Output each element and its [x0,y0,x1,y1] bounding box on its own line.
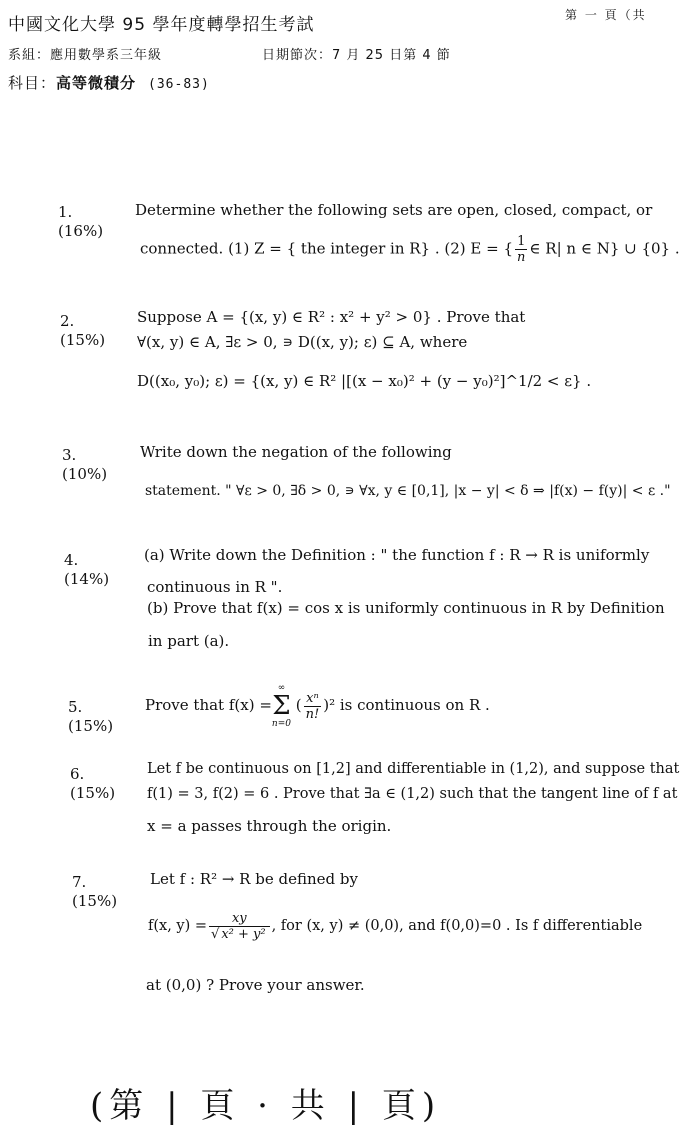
question-text-line: at (0,0) ? Prove your answer. [146,976,365,994]
question-text-fragment: , for (x, y) ≠ (0,0), and f(0,0)=0 . Is f differentiable [271,918,643,934]
fraction [515,234,527,265]
question-text-line: Prove that f(x) = ∞ Σ n=0 ( $\frac{\text{xⁿ}}{n!}$ )² is continuous on R . [145,683,490,729]
question-number: 7.(15%) [72,873,118,910]
date-period-line: 日期節次：7 月 25 日第 4 節 [262,48,451,63]
question-text-line: continuous in R ". [147,578,283,596]
question-text-line: in part (a). [148,632,230,650]
question-text-line: Write down the negation of the following [140,443,452,461]
fraction-numerator: xy [209,911,270,927]
question-text-line: ∀(x, y) ∈ A, ∃ε > 0, ∍ D((x, y); ε) ⊆ A, where [137,333,468,351]
question-text-line [140,234,680,265]
question-text-line: x = a passes through the origin. [147,817,392,835]
question-number: 6.(15%) [70,765,116,802]
question-number: 1.(16%) [58,203,104,240]
question-text-line [148,906,642,946]
question-text-line: Let f be continuous on [1,2] and differentiable in (1,2), and suppose that [147,761,680,777]
fraction-denominator: √ x² + y² [211,926,266,942]
subject-name: 高等微積分 [56,74,137,92]
question-text-line: (b) Prove that f(x) = cos x is uniformly continuous in R by Definition [147,599,665,617]
question-text-line: Let f : R² → R be defined by [150,870,358,888]
subject-label: 科目： [8,74,57,92]
page-footer: (第 | 頁 · 共 | 頁) [90,1086,442,1126]
question-text-line: statement. " ∀ε > 0, ∃δ > 0, ∍ ∀x, y ∈ [0,1], |x − y| < δ ⇒ |f(x) − f(y)| < ε ." [145,483,671,499]
fraction [304,691,322,722]
question-text-line: Determine whether the following sets are open, closed, compact, or [135,201,653,219]
summation: ∞ Σ n=0 [271,683,291,729]
fraction-denominator: n [517,250,526,265]
square-root: x² + y² [221,926,266,942]
question-text-fragment: f(x, y) = [148,918,208,934]
question-number: 3.(10%) [62,446,108,483]
fraction [209,911,270,942]
question-number: 2.(15%) [60,312,106,349]
exam-title: 中國文化大學 95 學年度轉學招生考試 [8,15,315,35]
question-text-fragment: connected. (1) Z = { the integer in R} . (2) E = { [140,239,514,258]
subject-line [8,72,210,93]
question-text-line: Suppose A = {(x, y) ∈ R² : x² + y² > 0} . Prove that [137,308,526,326]
question-text-fragment: ∈ R| n ∈ N} ∪ {0} . [529,239,680,258]
question-text-fragment: )² is continuous on R . [323,696,490,714]
sum-upper-limit: ∞ [277,683,286,693]
question-number: 5.(15%) [68,698,114,735]
fraction-numerator: xⁿ [304,691,322,707]
department-line: 系組：應用數學系三年級 [8,48,163,63]
question-text-line: f(1) = 3, f(2) = 6 . Prove that ∃a ∈ (1,2) such that the tangent line of f at [147,786,678,802]
question-text-line: (a) Write down the Definition : " the function f : R → R is uniformly [144,546,650,564]
page-info: 第 一 頁（共 [565,8,647,22]
fraction-numerator: 1 [515,234,527,250]
question-text-fragment: Prove that f(x) = [145,696,272,714]
sum-lower-limit: n=0 [271,719,291,729]
fraction-denominator: n! [305,706,320,722]
question-text-line: D((x₀, y₀); ε) = {(x, y) ∈ R² |[(x − x₀)² + (y − y₀)²]^1/2 < ε} . [137,372,592,390]
question-number: 4.(14%) [64,551,110,588]
subject-code: (36-83) [148,77,210,92]
